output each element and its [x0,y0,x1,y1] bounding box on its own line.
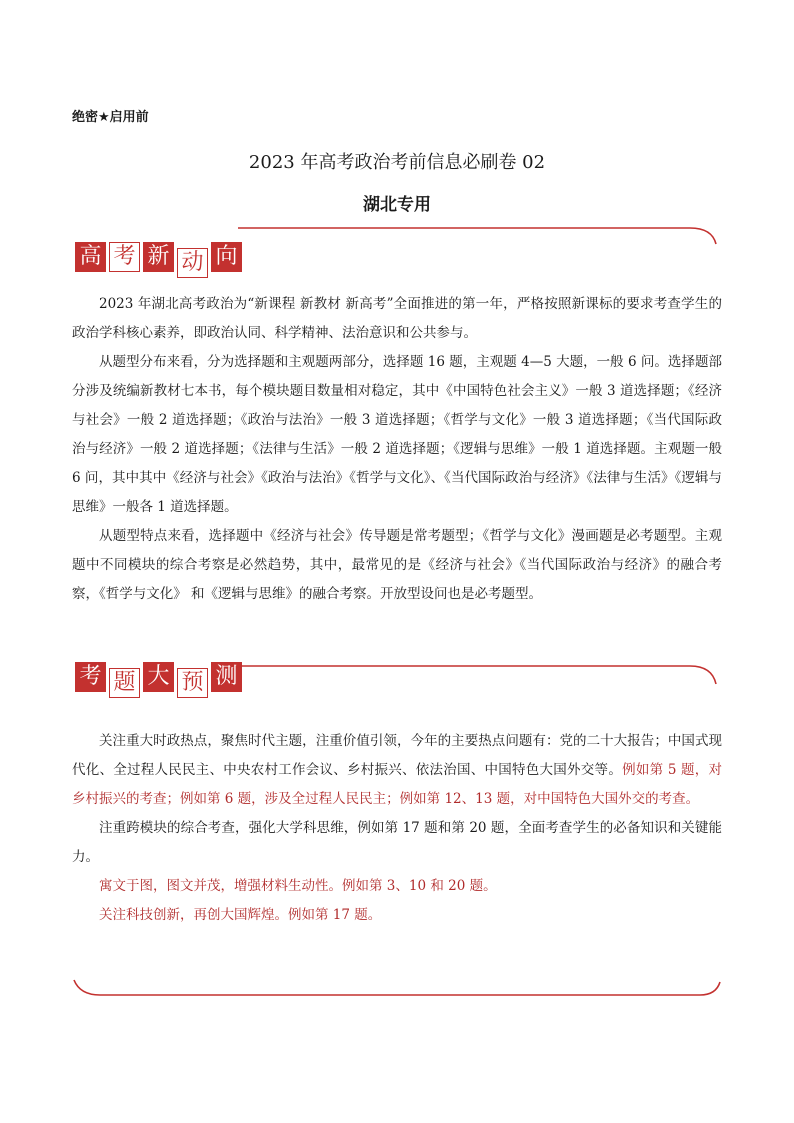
section1-paragraph: 从题型特点来看，选择题中《经济与社会》传导题是常考题型；《哲学与文化》漫画题是必考题型。主观题中不同模块的综合考察是必然趋势，其中，最常见的是《经济与社会》《当代国际政治与经济》的融合考察，《哲学与文化》 和《逻辑与思维》的融合考察。开放型设问也是必考题型。 [72,528,722,602]
top-frame-curve-2 [238,666,716,684]
bottom-frame-curve [74,980,720,995]
banner-char: 考 [75,662,106,692]
banner-char: 大 [143,662,174,692]
banner-char: 向 [211,242,242,272]
section2-paragraph [72,727,722,814]
section2-body [72,727,722,930]
banner-char: 题 [109,668,140,698]
section1-body [72,290,722,609]
confidential-label: 绝密★启用前 [72,110,149,125]
banner-char: 动 [177,248,208,278]
top-frame-curve-1 [238,228,716,244]
section2-paragraph: 关注科技创新，再创大国辉煌。例如第 17 题。 [99,907,382,923]
section1-paragraph: 2023 年湖北高考政治为“新课程 新教材 新高考”全面推进的第一年，严格按照新课标的要求考查学生的政治学科核心素养，即政治认同、科学精神、法治意识和公共参与。 [72,296,722,341]
section-banner-predictions [75,662,242,698]
hotspot-examples: 例如第 5 题，对乡村振兴的考查；例如第 6 题，涉及全过程人民民主；例如第 12、13 题，对中国特色大国外交的考查。 [72,762,723,807]
page-title: 2023 年高考政治考前信息必刷卷 02 [248,152,546,173]
banner-char: 预 [177,668,208,698]
hotspot-text: 关注重大时政热点，聚焦时代主题，注重价值引领，今年的主要热点问题有：党的二十大报告；中国式现代化、全过程人民民主、中央农村工作会议、乡村振兴、依法治国、中国特色大国外交等。 [72,733,722,778]
banner-char: 测 [211,662,242,692]
banner-char: 考 [109,242,140,272]
section2-paragraph: 注重跨模块的综合考查，强化大学科思维，例如第 17 题和第 20 题，全面考查学生的必备知识和关键能力。 [72,820,722,865]
section1-paragraph: 从题型分布来看，分为选择题和主观题两部分，选择题 16 题，主观题 4—5 大题，一般 6 问。选择题部分涉及统编新教材七本书，每个模块题目数量相对稳定，其中《中国特色社会主义》一般 3 道选择题；《经济与社会》一般 2 道选择题；《政治与法治》一般 3 道选择题；《哲学与文化》一般 3 道选择题；《当代国际政治与经济》一般 2 道选择题；《法律与生活》一般 2 道选择题；《逻辑与思维》一般 1 道选择题。主观题一般 6 问，其中其中《经济与社会》《政治与法治》《哲学与文化》、《当代国际政治与经济》《法律与生活》《逻辑与思维》一般各 1 道选择题。 [72,354,722,515]
banner-char: 新 [143,242,174,272]
banner-char: 高 [75,242,106,272]
page-subtitle: 湖北专用 [363,195,431,215]
section-banner-new-trends [75,242,242,278]
section2-paragraph: 寓文于图，图文并茂，增强材料生动性。例如第 3、10 和 20 题。 [99,878,497,894]
